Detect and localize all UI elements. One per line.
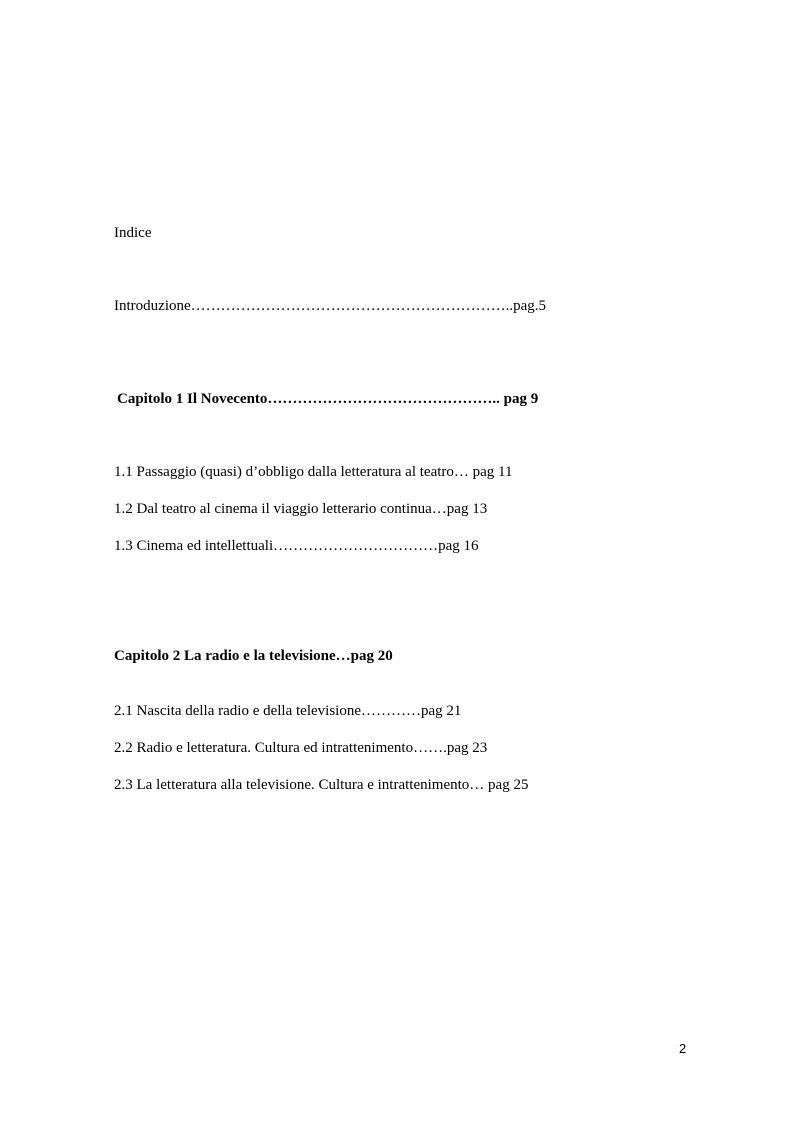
toc-chapter-1-heading: Capitolo 1 Il Novecento……………………………………….. pag 9 (117, 391, 539, 407)
toc-entry-1-1: 1.1 Passaggio (quasi) d’obbligo dalla letteratura al teatro… pag 11 (114, 464, 513, 480)
page-number: 2 (679, 1041, 687, 1056)
toc-title: Indice (114, 225, 152, 241)
toc-entry-introduction: Introduzione………………………………………………………..pag.5 (114, 298, 547, 314)
toc-entry-2-1: 2.1 Nascita della radio e della televisione…………pag 21 (114, 703, 462, 719)
toc-entry-2-3: 2.3 La letteratura alla televisione. Cultura e intrattenimento… pag 25 (114, 777, 529, 793)
toc-chapter-2-heading: Capitolo 2 La radio e la televisione…pag 20 (114, 648, 393, 664)
toc-entry-2-2: 2.2 Radio e letteratura. Cultura ed intrattenimento…….pag 23 (114, 740, 488, 756)
toc-entry-1-3: 1.3 Cinema ed intellettuali……………………………pag 16 (114, 538, 479, 554)
toc-entry-1-2: 1.2 Dal teatro al cinema il viaggio letterario continua…pag 13 (114, 501, 488, 517)
